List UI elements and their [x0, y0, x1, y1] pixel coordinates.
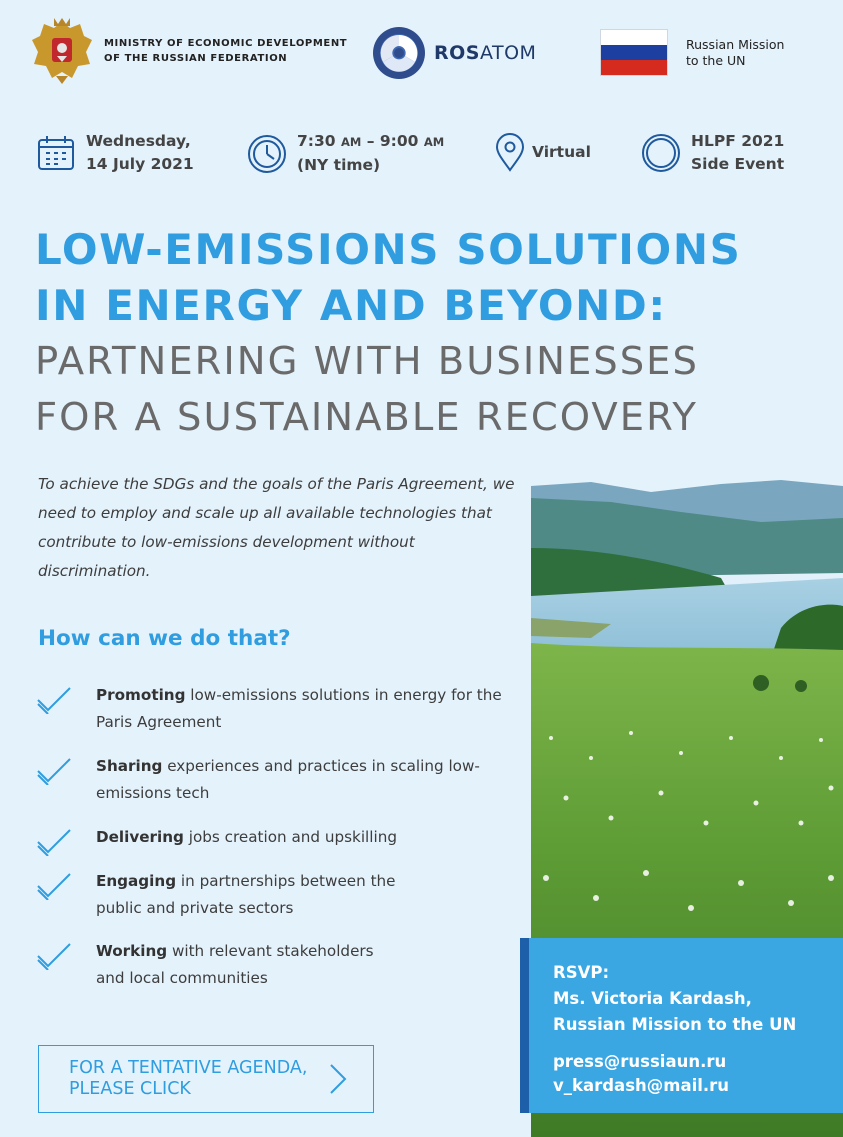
mission-line2: to the UN	[686, 53, 746, 68]
rosatom-logo-icon	[372, 26, 426, 80]
title-line2: IN ENERGY AND BEYOND:	[35, 281, 667, 330]
list-item	[36, 824, 506, 856]
checkmark-icon	[36, 755, 72, 785]
list-item	[36, 938, 506, 992]
checkmark-icon	[36, 684, 72, 714]
list-item-text: with relevant stakeholders and local communities	[96, 942, 374, 987]
time-end-suffix: AM	[423, 135, 445, 149]
rsvp-name: Ms. Victoria Kardash,	[553, 989, 752, 1008]
list-item-bold: Delivering	[96, 828, 184, 846]
title-line1: LOW-EMISSIONS SOLUTIONS	[35, 225, 742, 274]
calendar-icon	[36, 133, 76, 173]
rosatom-wordmark-rest: ATOM	[479, 42, 537, 64]
time-line1	[297, 130, 444, 154]
info-date	[36, 130, 194, 176]
date-line1: Wednesday,	[86, 132, 191, 150]
mission-logo	[600, 29, 784, 76]
list-item	[36, 868, 506, 922]
agenda-button[interactable]	[38, 1045, 374, 1113]
clock-icon	[247, 134, 287, 174]
list-item-text: in partnerships between the public and private sectors	[96, 872, 396, 917]
list-item-bold: Sharing	[96, 757, 163, 775]
list-item-text: experiences and practices in scaling low-emissions tech	[96, 757, 480, 802]
rsvp-org: Russian Mission to the UN	[553, 1015, 797, 1034]
location-label: Virtual	[532, 142, 591, 161]
info-time	[247, 130, 444, 177]
checkmark-icon	[36, 870, 72, 900]
list-item	[36, 753, 506, 807]
mission-line1: Russian Mission	[686, 37, 785, 52]
location-pin-icon	[490, 132, 530, 172]
rosatom-logo	[372, 26, 536, 80]
mission-name	[686, 37, 784, 69]
time-start-suffix: AM	[340, 135, 362, 149]
event-line1: HLPF 2021	[691, 132, 785, 150]
info-location	[490, 132, 591, 172]
ministry-logo	[30, 16, 347, 86]
coat-of-arms-icon	[30, 16, 94, 86]
rsvp-label: RSVP:	[553, 963, 610, 982]
list-item-text: jobs creation and upskilling	[183, 828, 397, 846]
time-line2: (NY time)	[297, 156, 381, 174]
agenda-label-line2: PLEASE CLICK	[69, 1079, 191, 1099]
time-start: 7:30	[297, 132, 336, 150]
ministry-line1: MINISTRY OF ECONOMIC DEVELOPMENT	[104, 38, 348, 49]
agenda-label-line1: FOR A TENTATIVE AGENDA,	[69, 1058, 308, 1078]
agenda-label	[69, 1058, 327, 1100]
list-item	[36, 682, 506, 736]
rosatom-wordmark	[434, 42, 536, 64]
event-line2: Side Event	[691, 155, 785, 173]
time-end: 9:00	[379, 132, 419, 150]
ministry-name	[104, 36, 347, 66]
russian-flag-icon	[600, 29, 668, 76]
list-item-text: low-emissions solutions in energy for the Paris Agreement	[96, 686, 502, 731]
event-title	[35, 222, 825, 446]
list-item-bold: Working	[96, 942, 168, 960]
checkmark-icon	[36, 826, 72, 856]
title-line3: PARTNERING WITH BUSINESSES	[35, 339, 699, 384]
chevron-right-icon	[327, 1063, 349, 1095]
rsvp-box	[520, 938, 843, 1113]
date-line2: 14 July 2021	[86, 155, 194, 173]
time-dash: –	[361, 132, 380, 150]
section-heading: How can we do that?	[38, 626, 291, 651]
title-line4: FOR A SUSTAINABLE RECOVERY	[35, 395, 698, 440]
ministry-line2: OF THE RUSSIAN FEDERATION	[104, 53, 288, 64]
rosatom-wordmark-bold: ROS	[434, 42, 480, 64]
circle-icon	[641, 133, 681, 173]
list-item-bold: Promoting	[96, 686, 186, 704]
rsvp-email-press[interactable]: press@russiaun.ru	[553, 1052, 727, 1071]
checkmark-icon	[36, 940, 72, 970]
info-event	[641, 130, 784, 176]
intro-paragraph: To achieve the SDGs and the goals of the Paris Agreement, we need to employ and scale up all available technologies that contribute to low-emissions development without discrimination.	[38, 475, 515, 580]
rsvp-email-kardash[interactable]: v_kardash@mail.ru	[553, 1076, 730, 1095]
list-item-bold: Engaging	[96, 872, 177, 890]
